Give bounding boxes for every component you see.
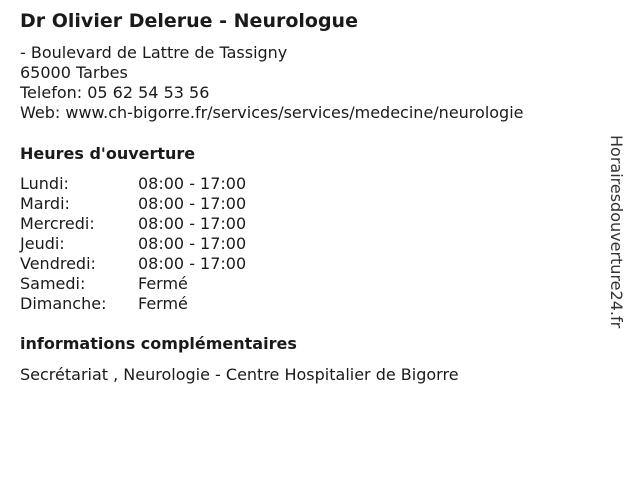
hours-row bbox=[20, 194, 246, 214]
hours-row bbox=[20, 254, 246, 274]
hours-value: Fermé bbox=[138, 294, 188, 313]
hours-value: 08:00 - 17:00 bbox=[138, 174, 247, 193]
site-watermark: Horairesdouverture24.fr bbox=[607, 135, 626, 329]
hours-row bbox=[20, 214, 246, 234]
city: 65000 Tarbes bbox=[20, 63, 128, 82]
hours-value: 08:00 - 17:00 bbox=[138, 254, 247, 273]
day-label: Dimanche: bbox=[20, 294, 107, 313]
hours-row bbox=[20, 174, 246, 194]
hours-row bbox=[20, 294, 246, 314]
phone-number: Telefon: 05 62 54 53 56 bbox=[20, 83, 210, 102]
hours-value: 08:00 - 17:00 bbox=[138, 234, 247, 253]
page-title: Dr Olivier Delerue - Neurologue bbox=[20, 10, 358, 32]
day-label: Vendredi: bbox=[20, 254, 96, 273]
additional-info-heading: informations complémentaires bbox=[20, 334, 297, 353]
opening-hours-table bbox=[20, 174, 246, 314]
hours-row bbox=[20, 234, 246, 254]
hours-row bbox=[20, 274, 246, 294]
hours-value: 08:00 - 17:00 bbox=[138, 214, 247, 233]
hours-value: 08:00 - 17:00 bbox=[138, 194, 247, 213]
day-label: Lundi: bbox=[20, 174, 69, 193]
day-label: Samedi: bbox=[20, 274, 86, 293]
day-label: Mardi: bbox=[20, 194, 70, 213]
street-address: - Boulevard de Lattre de Tassigny bbox=[20, 43, 288, 62]
website-link[interactable]: Web: www.ch-bigorre.fr/services/services/medecine/neurologie bbox=[20, 103, 524, 122]
hours-value: Fermé bbox=[138, 274, 188, 293]
address-block bbox=[20, 43, 524, 123]
day-label: Mercredi: bbox=[20, 214, 95, 233]
day-label: Jeudi: bbox=[20, 234, 65, 253]
opening-hours-heading: Heures d'ouverture bbox=[20, 144, 196, 163]
additional-info-text: Secrétariat , Neurologie - Centre Hospitalier de Bigorre bbox=[20, 365, 459, 384]
